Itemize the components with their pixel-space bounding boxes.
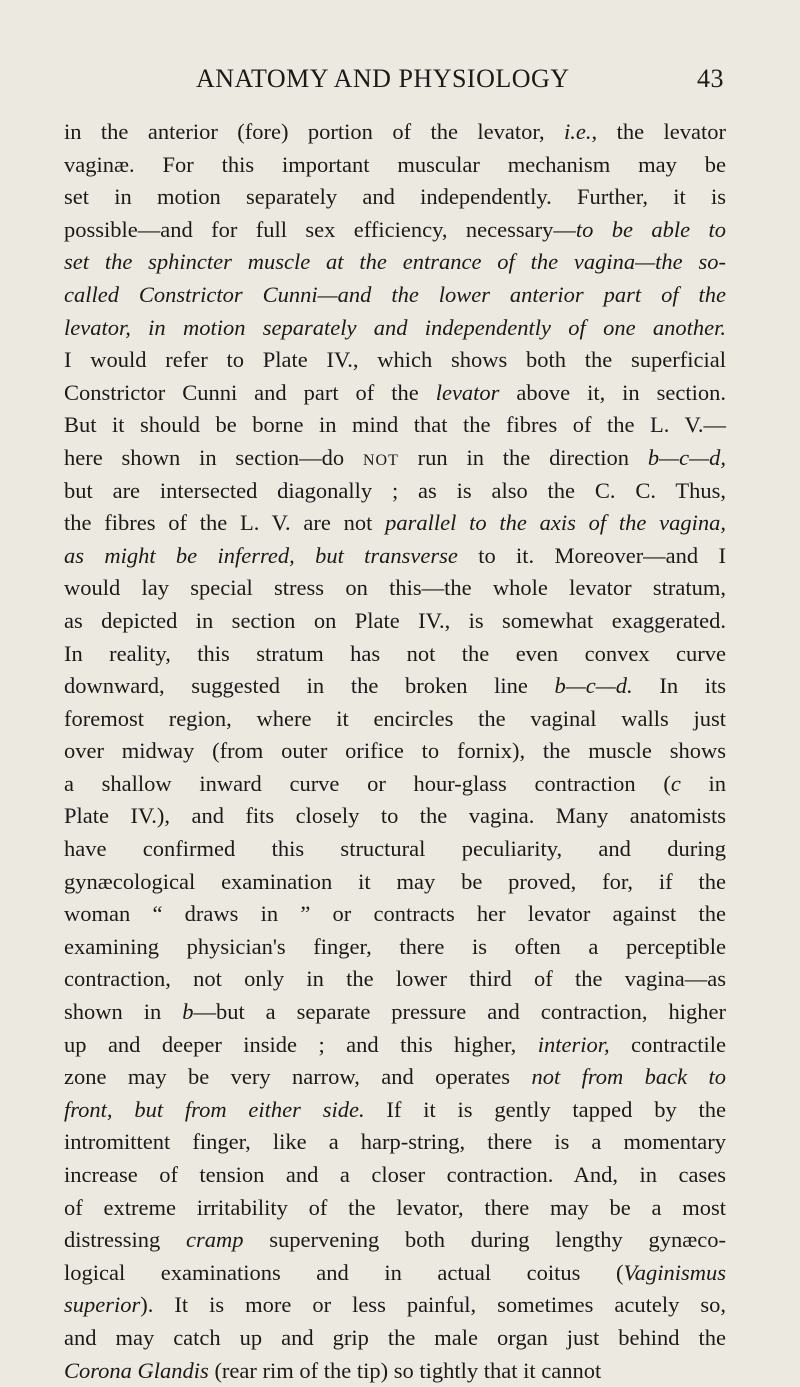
text-run: vaginæ. For this important muscular mechanism may be — [64, 151, 726, 177]
text-run: zone may be very narrow, and operates — [64, 1064, 532, 1090]
text-run: —but a separate pressure and contraction, higher — [193, 999, 726, 1025]
text-run: distressing — [64, 1227, 187, 1253]
text-line — [64, 1257, 726, 1290]
text-run: run in the direction — [398, 444, 648, 470]
text-line — [64, 1224, 726, 1257]
italic-text: interior, — [537, 1031, 610, 1057]
text-line — [64, 1322, 726, 1355]
text-run: foremost region, where it encircles the vaginal walls just — [64, 705, 726, 731]
text-line — [64, 149, 726, 182]
italic-text: Corona Glandis — [64, 1357, 209, 1383]
italic-text: set the sphincter muscle at the entrance of the vagina—the so- — [64, 249, 726, 275]
text-line — [64, 1094, 726, 1127]
italic-text: called Constrictor Cunni—and the lower anterior part of the — [64, 281, 726, 307]
text-line — [64, 116, 726, 149]
text-run: shown in — [64, 999, 183, 1025]
italic-text: b—c—d, — [647, 444, 726, 470]
text-run: (rear rim of the tip) so tightly that it cannot — [208, 1357, 602, 1383]
text-run: would lay special stress on this—the whole levator stratum, — [64, 575, 726, 601]
text-run: in the anterior (fore) portion of the levator, — [64, 119, 565, 144]
text-line — [64, 409, 726, 442]
italic-text: levator — [435, 379, 500, 405]
text-line — [64, 996, 726, 1029]
italic-text: parallel to the axis of the vagina, — [385, 510, 726, 536]
text-line — [64, 833, 726, 866]
text-run: Plate IV.), and fits closely to the vagina. Many anatomists — [64, 803, 726, 829]
text-line — [64, 572, 726, 605]
text-line — [64, 540, 726, 573]
text-line — [64, 507, 726, 540]
text-run: intromittent finger, like a harp-string, there is a momentary — [64, 1129, 726, 1155]
text-run: examining physician's finger, there is often a perceptible — [64, 933, 726, 959]
running-title: ANATOMY AND PHYSIOLOGY — [196, 64, 570, 93]
italic-text: b — [182, 999, 194, 1025]
text-run: as depicted in section on Plate IV., is somewhat exaggerated. — [64, 607, 726, 633]
page-number: 43 — [697, 64, 724, 93]
text-line — [64, 1061, 726, 1094]
text-run: set in motion separately and independently. Further, it is — [64, 184, 726, 210]
text-run: of extreme irritability of the levator, there may be a most — [64, 1194, 726, 1220]
text-run: increase of tension and a closer contraction. And, in cases — [64, 1162, 726, 1187]
text-line — [64, 800, 726, 833]
text-line — [64, 1029, 726, 1062]
body-text — [64, 116, 726, 1387]
text-line — [64, 181, 726, 214]
text-run: If it is gently tapped by the — [364, 1096, 726, 1122]
text-run: woman “ draws in ” or contracts her levator against the — [64, 901, 726, 927]
text-run: logical examinations and in actual coitus ( — [64, 1259, 624, 1285]
text-run: I would refer to Plate IV., which shows both the superficial — [64, 347, 726, 373]
text-run: the fibres of the L. V. are not — [64, 510, 386, 536]
text-run: contraction, not only in the lower third of the vagina—as — [64, 966, 726, 992]
italic-text: cramp — [186, 1227, 244, 1253]
text-run: ). It is more or less painful, sometimes acutely so, — [140, 1292, 726, 1318]
text-run: and may catch up and grip the male organ just behind the — [64, 1324, 726, 1350]
text-line — [64, 344, 726, 377]
text-run: possible—and for full sex efficiency, necessary— — [64, 216, 576, 242]
text-run: up and deeper inside ; and this higher, — [64, 1031, 538, 1057]
page-header — [64, 64, 724, 104]
italic-text: not from back to — [531, 1064, 726, 1090]
italic-text: Vaginismus — [623, 1259, 726, 1285]
text-line — [64, 475, 726, 508]
text-line — [64, 670, 726, 703]
text-line — [64, 931, 726, 964]
text-line — [64, 638, 726, 671]
small-caps-text: NOT — [362, 451, 399, 469]
text-run: here shown in section—do — [64, 444, 363, 470]
text-run: In its — [632, 673, 726, 699]
text-line — [64, 735, 726, 768]
italic-text: superior — [64, 1292, 141, 1318]
text-run: a shallow inward curve or hour-glass contraction ( — [64, 770, 671, 796]
text-run: , the levator — [591, 119, 726, 144]
text-run: above it, in section. — [499, 379, 726, 405]
text-line — [64, 377, 726, 410]
italic-text: c — [670, 770, 681, 796]
text-line — [64, 1159, 726, 1192]
text-line — [64, 214, 726, 247]
text-line — [64, 605, 726, 638]
text-run: But it should be borne in mind that the fibres of the L. V.— — [64, 412, 726, 438]
italic-text: as might be inferred, but transverse — [64, 542, 458, 568]
text-run: contractile — [609, 1031, 726, 1057]
text-line — [64, 1355, 726, 1387]
text-line — [64, 246, 726, 279]
text-run: supervening both during lengthy gynæco- — [243, 1227, 726, 1253]
text-run: downward, suggested in the broken line — [64, 673, 555, 699]
text-run: have confirmed this structural peculiarity, and during — [64, 836, 726, 862]
italic-text: front, but from either side. — [64, 1096, 365, 1122]
text-line — [64, 1192, 726, 1225]
text-line — [64, 866, 726, 899]
text-line — [64, 963, 726, 996]
italic-text: to be able to — [575, 216, 726, 242]
text-line — [64, 279, 726, 312]
italic-text: b—c—d. — [554, 673, 633, 699]
text-run: in — [680, 770, 726, 796]
text-run: but are intersected diagonally ; as is also the C. C. Thus, — [64, 477, 726, 503]
text-run: gynæcological examination it may be proved, for, if the — [64, 868, 726, 894]
text-line — [64, 312, 726, 345]
text-line — [64, 1289, 726, 1322]
text-line — [64, 898, 726, 931]
text-run: over midway (from outer orifice to fornix), the muscle shows — [64, 738, 726, 764]
text-run: to it. Moreover—and I — [457, 542, 726, 568]
italic-text: levator, in motion separately and independently of one another. — [64, 314, 726, 340]
text-run: In reality, this stratum has not the even convex curve — [64, 640, 726, 666]
italic-text: i.e. — [564, 119, 592, 144]
text-line — [64, 703, 726, 736]
text-line — [64, 1126, 726, 1159]
text-run: Constrictor Cunni and part of the — [64, 379, 436, 405]
text-line — [64, 442, 726, 475]
text-line — [64, 768, 726, 801]
